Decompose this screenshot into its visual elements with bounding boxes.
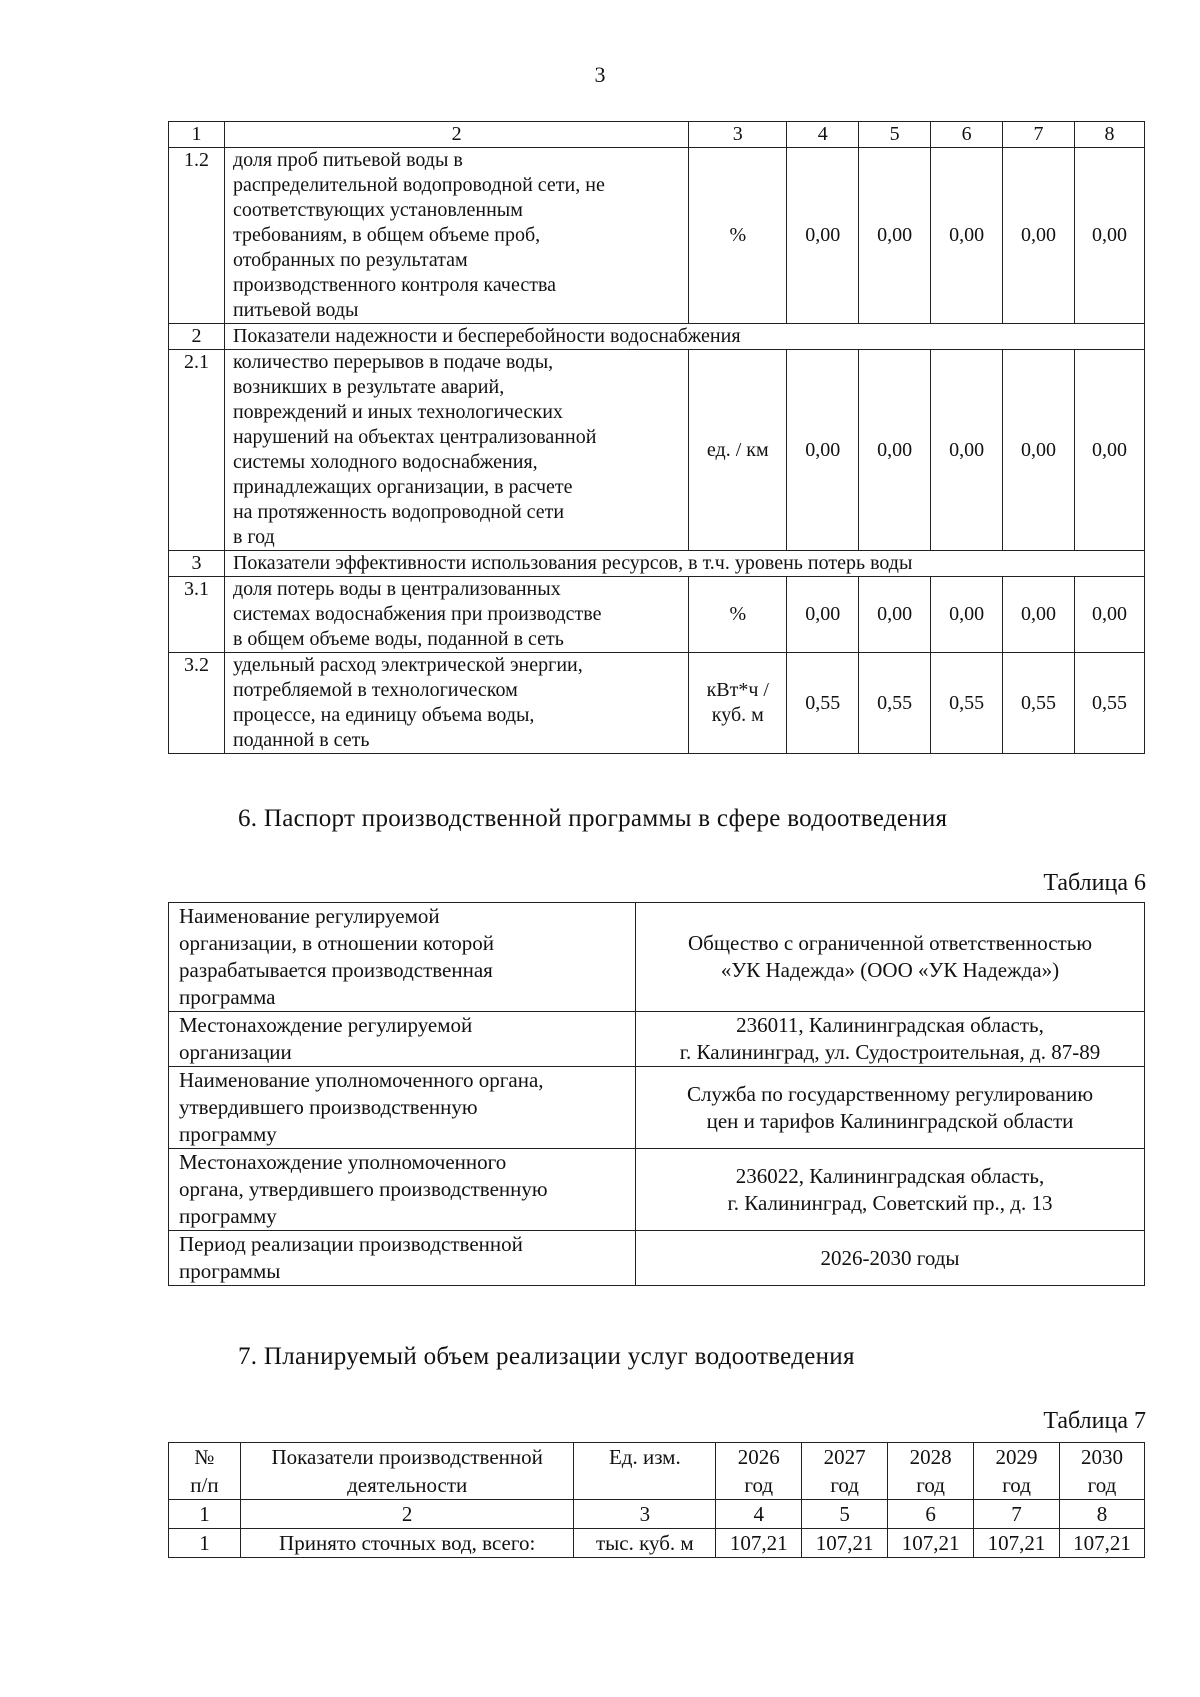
table-6-caption: Таблица 6 <box>1043 870 1146 896</box>
row-number: 3 <box>169 551 225 577</box>
row-number: 1.2 <box>169 148 225 324</box>
passport-value-line: 2026-2030 годы <box>820 1245 960 1270</box>
indicator-name <box>224 653 688 754</box>
passport-row <box>169 1067 1145 1149</box>
header-line: год <box>916 1473 945 1497</box>
passport-label <box>169 903 636 1012</box>
passport-value <box>636 903 1145 1012</box>
passport-label-line: программа <box>179 985 276 1009</box>
indicator-name-line: отобранных по результатам <box>232 249 468 271</box>
indicator-name <box>224 148 688 324</box>
header-line: Показатели производственной <box>271 1445 543 1469</box>
passport-label-line: программу <box>179 1204 277 1228</box>
header-cell <box>574 1443 716 1500</box>
row-number: 1 <box>169 1529 241 1558</box>
unit-cell <box>689 653 787 754</box>
indicator-name-line: повреждений и иных технологических <box>232 401 563 423</box>
unit-cell: тыс. куб. м <box>574 1529 716 1558</box>
section-6-title: 6. Паспорт производственной программы в сфере водоотведения <box>238 805 948 832</box>
row-number: 3.2 <box>169 653 225 754</box>
header-cell: 4 <box>787 122 859 148</box>
unit-line: куб. м <box>711 704 764 726</box>
header-cell <box>1060 1443 1145 1500</box>
indicator-name-line: в год <box>232 526 275 548</box>
indicator-name-line: производственного контроля качества <box>232 274 556 296</box>
passport-label-line: программу <box>179 1122 277 1146</box>
indicator-name-line: на протяженность водопроводной сети <box>232 501 565 523</box>
indicator-name-line: количество перерывов в подаче воды, <box>232 351 554 373</box>
value-cell: 0,55 <box>1003 653 1075 754</box>
passport-value-line: «УК Надежда» (ООО «УК Надежда») <box>720 958 1060 982</box>
unit-line: ед. / км <box>706 438 769 461</box>
value-cell: 107,21 <box>974 1529 1060 1558</box>
column-number: 1 <box>169 1500 241 1529</box>
table-row <box>169 350 1145 551</box>
section-row <box>169 324 1145 350</box>
header-cell <box>240 1443 574 1500</box>
passport-row <box>169 1012 1145 1067</box>
value-cell: 0,00 <box>931 577 1003 653</box>
header-line: год <box>744 1473 774 1497</box>
value-cell: 0,55 <box>931 653 1003 754</box>
indicator-name-line: принадлежащих организации, в расчете <box>232 476 573 498</box>
indicator-name: Принято сточных вод, всего: <box>240 1529 574 1558</box>
header-line: год <box>1002 1473 1031 1497</box>
passport-label-line: Период реализации производственной <box>179 1232 523 1256</box>
passport-label-line: Наименование регулируемой <box>179 904 440 928</box>
value-cell: 107,21 <box>802 1529 888 1558</box>
header-cell: 1 <box>169 122 225 148</box>
indicator-name-line: возникших в результате аварий, <box>232 376 505 398</box>
value-cell: 107,21 <box>888 1529 974 1558</box>
passport-value-line: Служба по государственному регулированию <box>686 1081 1094 1106</box>
value-cell: 0,00 <box>1075 350 1145 551</box>
header-cell: 5 <box>859 122 931 148</box>
unit-line: % <box>729 224 747 246</box>
header-line: 2030 <box>1081 1445 1124 1469</box>
indicator-name <box>224 350 688 551</box>
indicator-name-line: в общем объеме воды, поданной в сеть <box>232 628 564 650</box>
header-cell <box>802 1443 888 1500</box>
passport-value-line: г. Калининград, Советский пр., д. 13 <box>727 1190 1053 1215</box>
header-line: 2029 <box>995 1445 1038 1469</box>
table-row <box>169 1529 1145 1558</box>
header-cell: 6 <box>931 122 1003 148</box>
passport-label <box>169 1067 636 1149</box>
table-row <box>169 577 1145 653</box>
value-cell: 0,00 <box>787 148 859 324</box>
header-line: год <box>830 1473 859 1497</box>
passport-value <box>636 1231 1145 1286</box>
value-cell: 0,00 <box>859 577 931 653</box>
program-passport-table <box>168 902 1145 1286</box>
column-number: 8 <box>1060 1500 1145 1529</box>
value-cell: 107,21 <box>716 1529 802 1558</box>
column-number: 6 <box>888 1500 974 1529</box>
header-cell: 7 <box>1003 122 1075 148</box>
column-number: 7 <box>974 1500 1060 1529</box>
column-number: 4 <box>716 1500 802 1529</box>
passport-label <box>169 1012 636 1067</box>
indicator-name-line: нарушений на объектах централизованной <box>232 426 597 448</box>
passport-label-line: Наименование уполномоченного органа, <box>179 1068 544 1092</box>
unit-cell <box>689 350 787 551</box>
passport-label-line: организации <box>179 1040 292 1064</box>
table-header-row <box>169 1443 1145 1500</box>
passport-label-line: Местонахождение уполномоченного <box>179 1150 507 1174</box>
indicator-name-line: питьевой воды <box>232 299 359 321</box>
column-number: 5 <box>802 1500 888 1529</box>
passport-row <box>169 1149 1145 1231</box>
wastewater-volume-table <box>168 1442 1145 1558</box>
section-7-title: 7. Планируемый объем реализации услуг водоотведения <box>238 1343 855 1370</box>
header-cell: 8 <box>1075 122 1145 148</box>
header-line: № <box>194 1445 215 1469</box>
value-cell: 0,00 <box>859 350 931 551</box>
table-7-caption: Таблица 7 <box>1043 1408 1146 1434</box>
indicator-name-line: распределительной водопроводной сети, не <box>232 174 605 196</box>
section-heading: Показатели надежности и бесперебойности водоснабжения <box>224 324 1144 350</box>
value-cell: 0,55 <box>1075 653 1145 754</box>
header-line: деятельности <box>347 1473 468 1497</box>
passport-label-line: Местонахождение регулируемой <box>179 1013 473 1037</box>
passport-row <box>169 1231 1145 1286</box>
passport-value-line: 236022, Калининградская область, <box>735 1163 1045 1188</box>
passport-value <box>636 1012 1145 1067</box>
passport-value-line: Общество с ограниченной ответственностью <box>687 931 1093 955</box>
value-cell: 0,55 <box>859 653 931 754</box>
indicators-table-continued <box>168 121 1145 754</box>
passport-value <box>636 1149 1145 1231</box>
header-cell <box>169 1443 241 1500</box>
indicator-name-line: системы холодного водоснабжения, <box>232 451 538 473</box>
header-line: Ед. изм. <box>608 1445 681 1469</box>
indicator-name-line: доля проб питьевой воды в <box>232 149 463 171</box>
value-cell: 0,00 <box>787 577 859 653</box>
value-cell: 0,00 <box>787 350 859 551</box>
row-number: 2 <box>169 324 225 350</box>
column-number: 2 <box>240 1500 574 1529</box>
column-number: 3 <box>574 1500 716 1529</box>
header-line: год <box>1087 1473 1117 1497</box>
passport-label-line: программы <box>179 1259 281 1283</box>
value-cell: 0,00 <box>1003 350 1075 551</box>
value-cell: 0,00 <box>1003 577 1075 653</box>
passport-label-line: органа, утвердившего производственную <box>179 1177 548 1201</box>
passport-label <box>169 1149 636 1231</box>
unit-line: % <box>729 603 747 625</box>
column-numbering-row <box>169 1500 1145 1529</box>
value-cell: 0,00 <box>1075 577 1145 653</box>
passport-row <box>169 903 1145 1012</box>
passport-label-line: организации, в отношении которой <box>179 931 494 955</box>
unit-cell <box>689 577 787 653</box>
passport-label-line: утвердившего производственную <box>179 1095 478 1119</box>
passport-value-line: 236011, Калининградская область, <box>736 1013 1044 1037</box>
table-row <box>169 653 1145 754</box>
indicator-name-line: доля потерь воды в централизованных <box>232 578 561 600</box>
header-cell: 3 <box>689 122 787 148</box>
indicator-name <box>224 577 688 653</box>
value-cell: 0,00 <box>1075 148 1145 324</box>
header-cell <box>974 1443 1060 1500</box>
indicator-name-line: поданной в сеть <box>232 729 370 751</box>
indicator-name-line: процессе, на единицу объема воды, <box>232 704 535 726</box>
indicator-name-line: системах водоснабжения при производстве <box>232 603 602 625</box>
header-line: п/п <box>190 1473 219 1497</box>
value-cell: 0,55 <box>787 653 859 754</box>
table-header-row <box>169 122 1145 148</box>
section-heading: Показатели эффективности использования ресурсов, в т.ч. уровень потерь воды <box>224 551 1144 577</box>
section-row <box>169 551 1145 577</box>
header-cell <box>716 1443 802 1500</box>
indicator-name-line: соответствующих установленным <box>232 199 523 221</box>
page-number: 3 <box>594 62 606 87</box>
row-number: 3.1 <box>169 577 225 653</box>
header-line: 2027 <box>823 1445 866 1469</box>
passport-label <box>169 1231 636 1286</box>
header-cell: 2 <box>224 122 688 148</box>
header-line: 2026 <box>737 1445 780 1469</box>
indicator-name-line: удельный расход электрической энергии, <box>232 654 583 676</box>
value-cell: 0,00 <box>931 350 1003 551</box>
passport-label-line: разрабатывается производственная <box>179 958 493 982</box>
passport-value-line: цен и тарифов Калининградской области <box>706 1108 1074 1133</box>
table-row <box>169 148 1145 324</box>
value-cell: 107,21 <box>1060 1529 1145 1558</box>
indicator-name-line: требованиям, в общем объеме проб, <box>232 224 541 246</box>
passport-value <box>636 1067 1145 1149</box>
row-number: 2.1 <box>169 350 225 551</box>
value-cell: 0,00 <box>859 148 931 324</box>
indicator-name-line: потребляемой в технологическом <box>232 679 518 701</box>
header-cell <box>888 1443 974 1500</box>
unit-cell <box>689 148 787 324</box>
value-cell: 0,00 <box>931 148 1003 324</box>
unit-line: кВт*ч / <box>706 679 769 701</box>
passport-value-line: г. Калининград, ул. Судостроительная, д. 87-89 <box>679 1040 1101 1064</box>
value-cell: 0,00 <box>1003 148 1075 324</box>
header-line: 2028 <box>909 1445 952 1469</box>
